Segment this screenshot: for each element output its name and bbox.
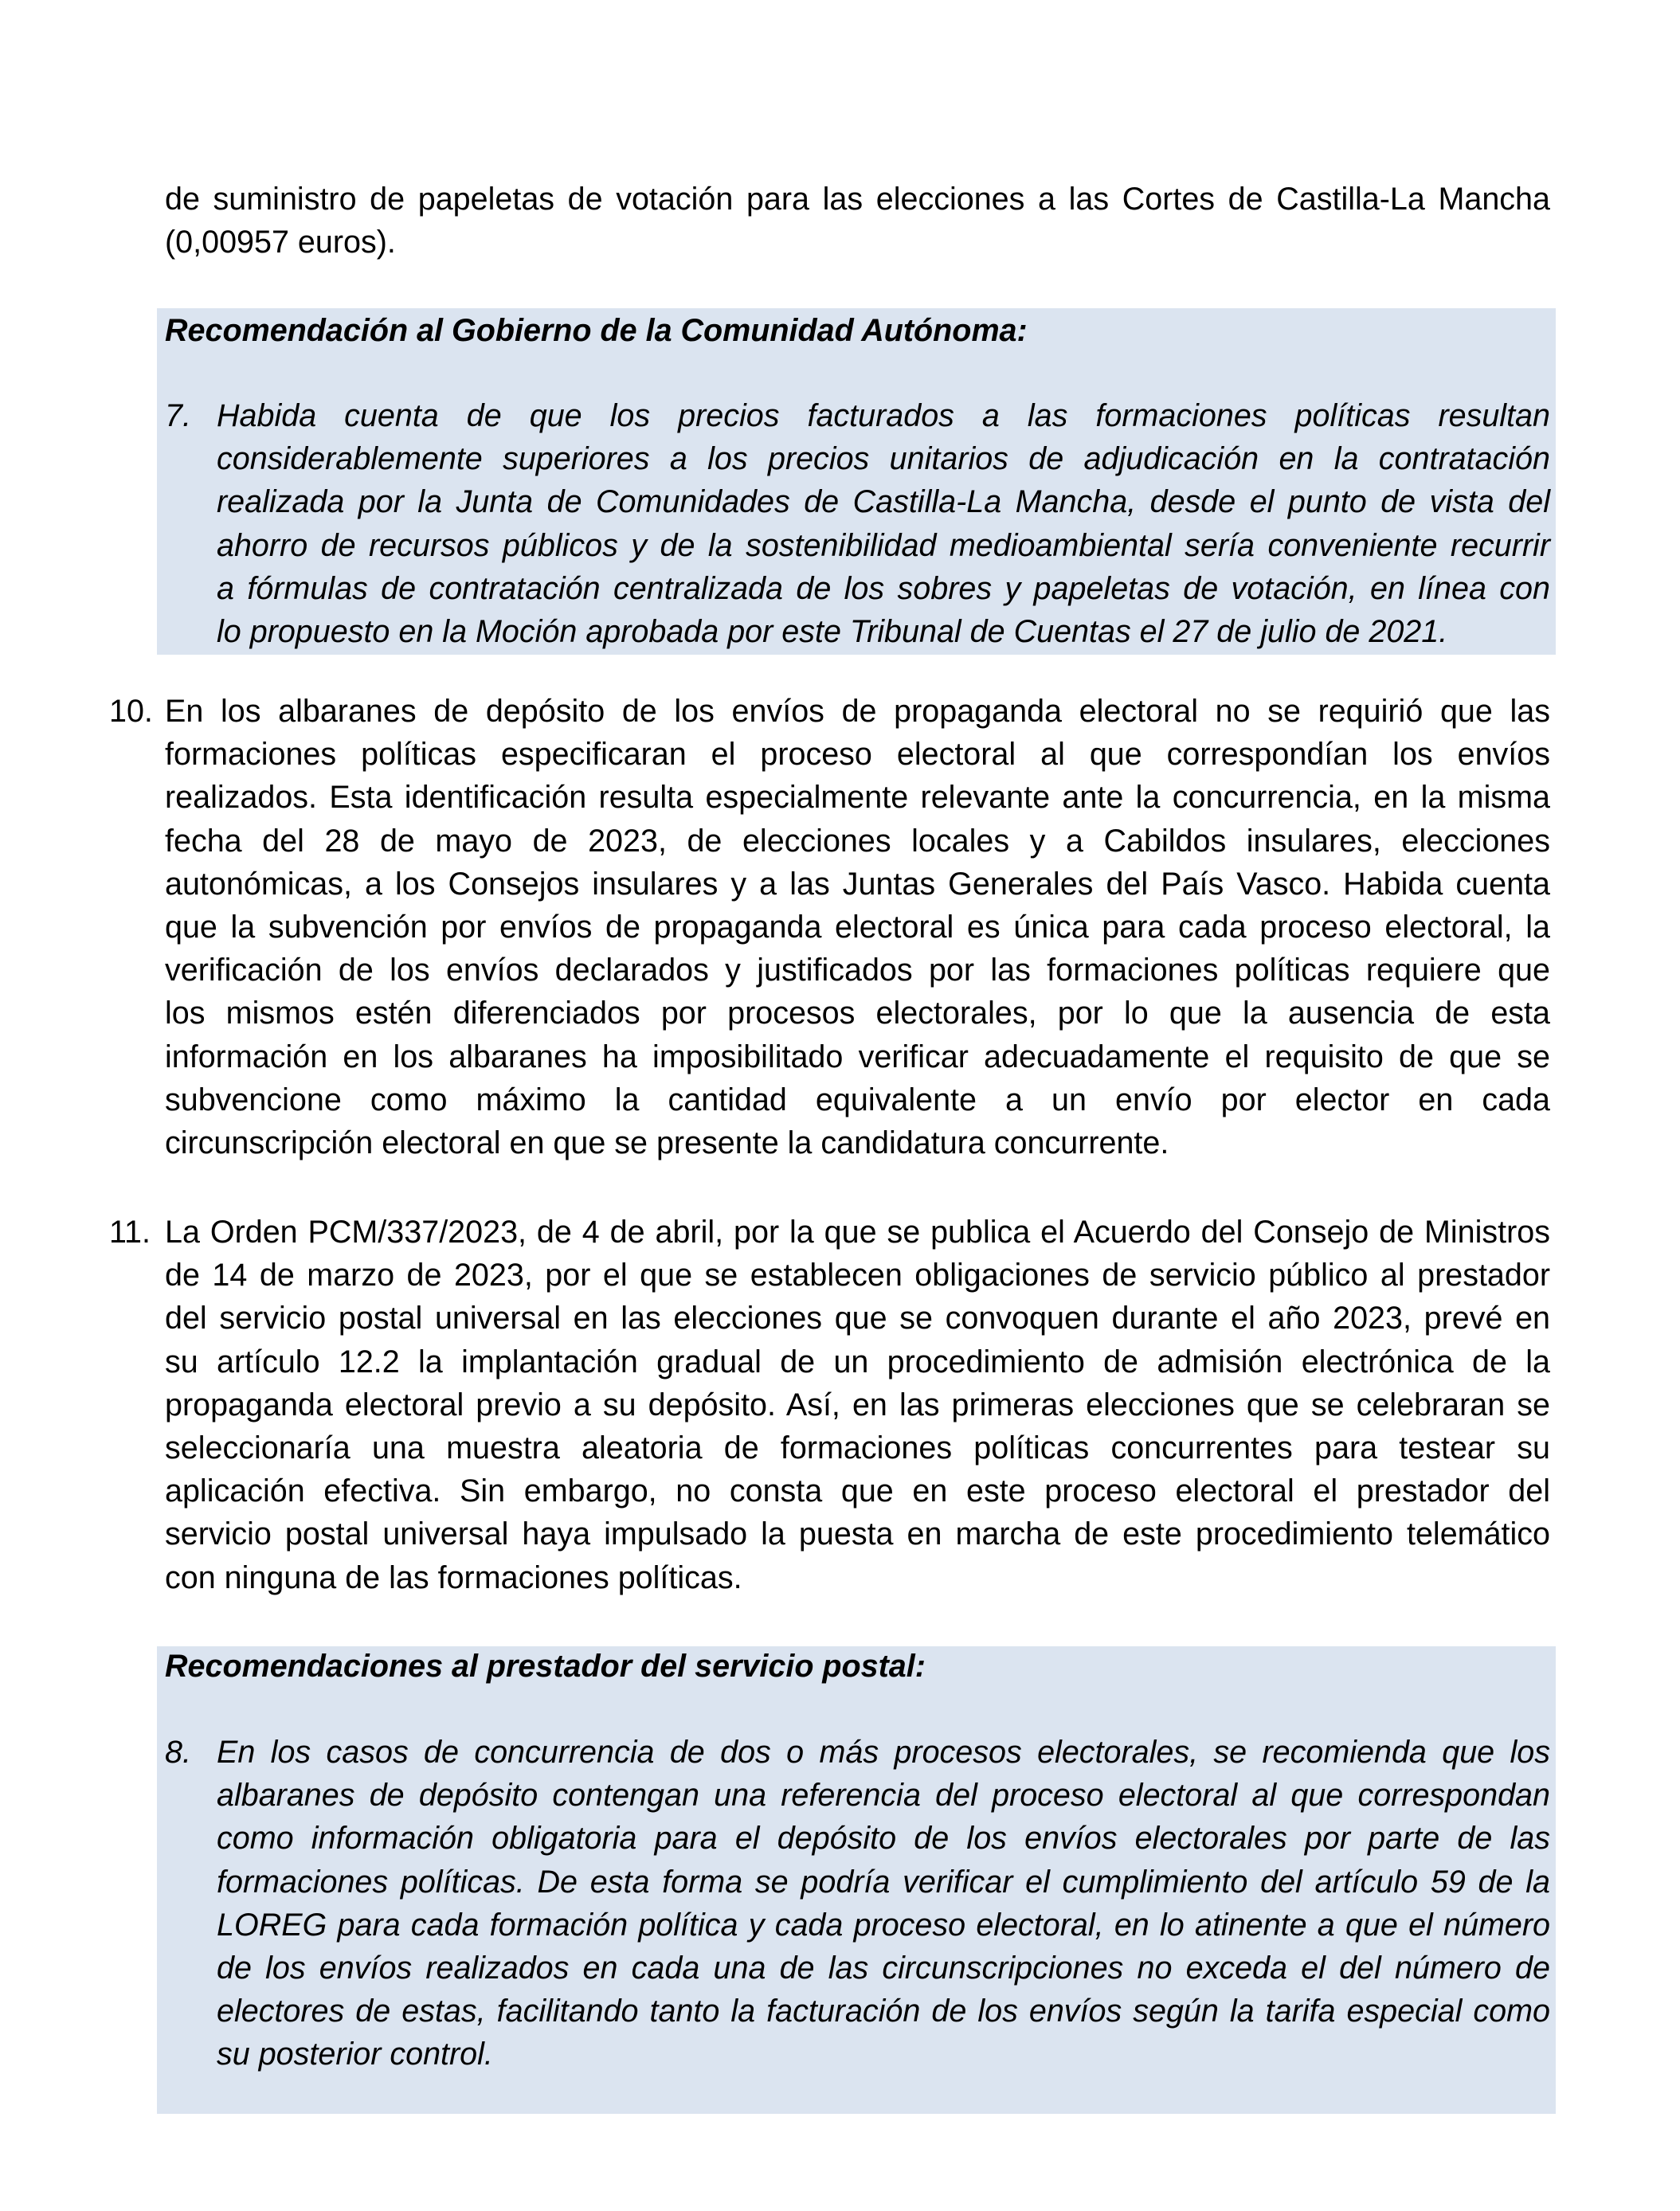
box1-item-number: 7. (165, 398, 191, 433)
text-line: lo propuesto en la Moción aprobada por este Tribunal de Cuentas el 27 de julio de 2021. (217, 614, 1448, 650)
text-line: circunscripción electoral en que se presente la candidatura concurrente. (165, 1125, 1169, 1161)
text-line: con ninguna de las formaciones políticas. (165, 1559, 742, 1595)
text-line: LOREG para cada formación política y cada proceso electoral, en lo atinente a que el número (217, 1907, 1550, 1943)
text-line: información en los albaranes ha imposibilitado verificar adecuadamente el requisito de que se (165, 1039, 1550, 1074)
para11-text (165, 1211, 1550, 1599)
text-line: La Orden PCM/337/2023, de 4 de abril, por la que se publica el Acuerdo del Consejo de Ministros (165, 1215, 1550, 1250)
para10-number: 10. (109, 694, 153, 729)
box1-item-text (217, 394, 1550, 653)
text-line: de suministro de papeletas de votación para las elecciones a las Cortes de Castilla-La Mancha (165, 182, 1550, 217)
text-line: a fórmulas de contratación centralizada de los sobres y papeletas de votación, en línea con (217, 570, 1550, 606)
text-line: servicio postal universal haya impulsado la puesta en marcha de este procedimiento telemático (165, 1516, 1550, 1552)
box2-heading: Recomendaciones al prestador del servicio postal: (165, 1649, 926, 1684)
text-line: de 14 de marzo de 2023, por el que se establecen obligaciones de servicio público al prestador (165, 1258, 1550, 1293)
text-line: En los albaranes de depósito de los envíos de propaganda electoral no se requirió que las (165, 694, 1550, 729)
text-line: como información obligatoria para el depósito de los envíos electorales por parte de las (217, 1821, 1550, 1857)
text-line: realizada por la Junta de Comunidades de Castilla-La Mancha, desde el punto de vista del (217, 484, 1550, 520)
text-line: subvencione como máximo la cantidad equivalente a un envío por elector en cada (165, 1082, 1550, 1117)
text-line: aplicación efectiva. Sin embargo, no consta que en este proceso electoral el prestador del (165, 1473, 1550, 1509)
text-line: su posterior control. (217, 2037, 493, 2072)
text-line: que la subvención por envíos de propaganda electoral es única para cada proceso electoral, la (165, 910, 1550, 945)
text-line: (0,00957 euros). (165, 225, 396, 260)
text-line: fecha del 28 de mayo de 2023, de elecciones locales y a Cabildos insulares, elecciones (165, 823, 1550, 859)
text-line: electores de estas, facilitando tanto la facturación de los envíos según la tarifa especial como (217, 1994, 1550, 2029)
intro-paragraph (165, 178, 1550, 264)
box1-heading: Recomendación al Gobierno de la Comunidad Autónoma: (165, 313, 1028, 348)
text-line: ahorro de recursos públicos y de la sostenibilidad medioambiental sería conveniente recurrir (217, 527, 1550, 563)
text-line: autonómicas, a los Consejos insulares y a las Juntas Generales del País Vasco. Habida cuenta (165, 866, 1550, 902)
text-line: considerablemente superiores a los precios unitarios de adjudicación en la contratación (217, 441, 1550, 477)
para11-number: 11. (109, 1215, 151, 1250)
text-line: En los casos de concurrencia de dos o más procesos electorales, se recomienda que los (217, 1735, 1550, 1770)
text-line: formaciones políticas. De esta forma se podría verificar el cumplimiento del artículo 59 de la (217, 1864, 1550, 1900)
text-line: de los envíos realizados en cada una de las circunscripciones no exceda el del número de (217, 1951, 1550, 1986)
para10-text (165, 690, 1550, 1164)
text-line: propaganda electoral previo a su depósito. Así, en las primeras elecciones que se celebraran se (165, 1387, 1550, 1422)
text-line: su artículo 12.2 la implantación gradual de un procedimiento de admisión electrónica de la (165, 1344, 1550, 1379)
text-line: los mismos estén diferenciados por procesos electorales, por lo que la ausencia de esta (165, 996, 1550, 1031)
text-line: seleccionaría una muestra aleatoria de formaciones políticas concurrentes para testear su (165, 1430, 1550, 1466)
text-line: formaciones políticas especificaran el proceso electoral al que correspondían los envíos (165, 737, 1550, 773)
box2-item-number: 8. (165, 1735, 191, 1770)
text-line: albaranes de depósito contengan una referencia del proceso electoral al que correspondan (217, 1778, 1550, 1814)
box2-item-text (217, 1731, 1550, 2076)
text-line: verificación de los envíos declarados y justificados por las formaciones políticas requiere que (165, 953, 1550, 988)
text-line: Habida cuenta de que los precios facturados a las formaciones políticas resultan (217, 398, 1550, 433)
text-line: del servicio postal universal en las elecciones que se convoquen durante el año 2023, prevé en (165, 1301, 1550, 1336)
text-line: realizados. Esta identificación resulta especialmente relevante ante la concurrencia, en la misma (165, 780, 1550, 816)
